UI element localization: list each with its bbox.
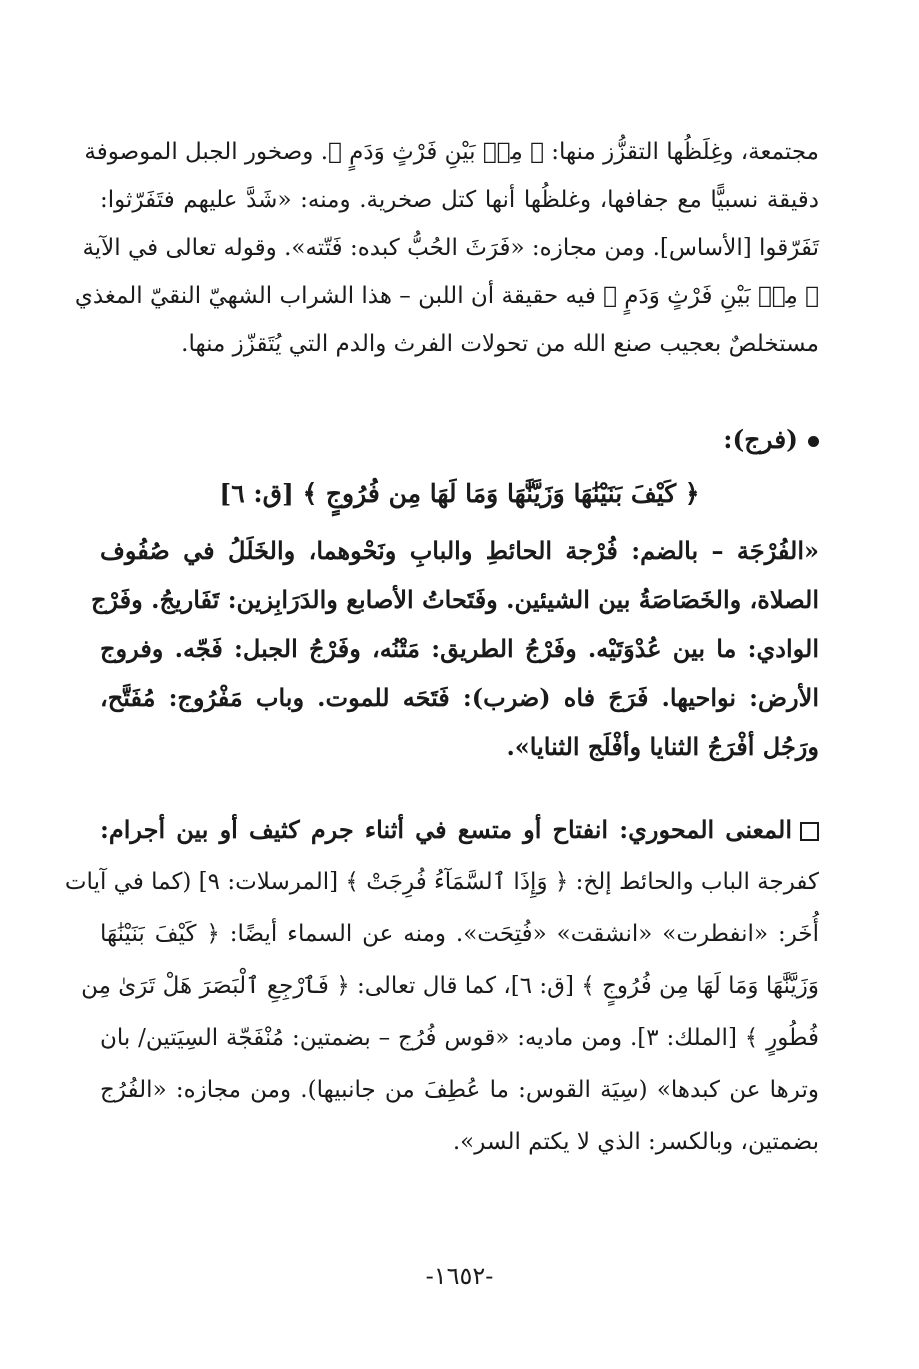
square-marker-icon bbox=[800, 822, 819, 841]
text-line: ﴿ مِنۢ بَيْنِ فَرْثٍ وَدَمٍ ﴾ فيه حقيقة أن اللبن – هذا الشراب الشهيّ النقيّ المغذي bbox=[74, 283, 819, 309]
text-line: الصلاة، والخَصَاصَةُ بين الشيئين. وفَتَحاتُ الأصابع والدَرَابِزين: تَفَاريجُ. وفَرْج bbox=[90, 585, 819, 614]
text-line bbox=[100, 804, 819, 856]
text-line: مجتمعة، وغِلَظُها التقزُّز منها: ﴿ مِنۢ بَيْنِ فَرْثٍ وَدَمٍ ﴾. وصخور الجبل الموصوفة bbox=[84, 139, 819, 165]
page-number: -١٦٥٢- bbox=[425, 1262, 494, 1290]
text-line: الأرض: نواحيها. فَرَجَ فاه (ضرب): فَتَحَه للموت. وباب مَفْرُوج: مُفَتَّح، bbox=[100, 683, 819, 712]
text-line: وَزَيَّنَّٰهَا وَمَا لَهَا مِن فُرُوجٍ ﴾ [ق: ٦]، كما قال تعالى: ﴿ فَٱرْجِعِ ٱلْبَصَرَ هَلْ تَرَىٰ مِن bbox=[81, 973, 819, 999]
entry-heading bbox=[723, 420, 819, 460]
text-line: ورَجُل أفْرَجُ الثنايا وأفْلَج الثنايا». bbox=[506, 732, 819, 761]
paragraph-farth-continuation bbox=[74, 128, 819, 368]
bullet-icon bbox=[808, 436, 819, 447]
text-line: تَفَرّقوا [الأساس]. ومن مجازه: «فَرَثَ الحُبُّ كبده: فَتّته». وقوله تعالى في الآية bbox=[82, 235, 819, 261]
text-line: أُخَر: «انفطرت» «انشقت» «فُتِحَت». ومنه عن السماء أيضًا: ﴿ كَيْفَ بَنَيْنَٰهَا bbox=[100, 921, 819, 947]
paragraph-core-meaning bbox=[64, 804, 819, 1168]
text-line: وترها عن كبدها» (سِيَة القوس: ما عُطِفَ من جانبيها). ومن مجازه: «الفُرُج bbox=[100, 1077, 819, 1103]
text-line: الوادي: ما بين عُدْوَتَيْه. وفَرْجُ الطريق: مَتْنُه، وفَرْجُ الجبل: فَجّه. وفروج bbox=[100, 634, 820, 663]
paragraph-lexical-definition bbox=[90, 526, 820, 771]
text-line: بضمتين، وبالكسر: الذي لا يكتم السر». bbox=[452, 1129, 819, 1155]
quran-verse: ﴿ كَيْفَ بَنَيْنَٰهَا وَزَيَّنَّٰهَا وَمَا لَهَا مِن فُرُوجٍ ﴾ [ق: ٦] bbox=[219, 479, 700, 508]
text-line: كفرجة الباب والحائط إلخ: ﴿ وَإِذَا ٱلسَّمَآءُ فُرِجَتْ ﴾ [المرسلات: ٩] (كما في آيات bbox=[64, 869, 819, 895]
core-meaning-lead: المعنى المحوري: انفتاح أو متسع في أثناء جرم كثيف أو بين أجرام: bbox=[100, 815, 792, 844]
text-line: دقيقة نسبيًّا مع جفافها، وغلظُها أنها كتل صخرية. ومنه: «شَدَّ عليهم فتَفَرّثوا: bbox=[100, 187, 819, 213]
text-line: «الفُرْجَة – بالضم: فُرْجة الحائطِ والبابِ ونَحْوهما، والخَلَلُ في صُفُوف bbox=[100, 536, 819, 565]
text-line: فُطُورٍ ﴾ [الملك: ٣]. ومن ماديه: «قوس فُرُج – بضمتين: مُنْفَجّة السِيَتين/ بان bbox=[100, 1025, 819, 1051]
text-line: مستخلصٌ بعجيب صنع الله من تحولات الفرث والدم التي يُتَقزّز منها. bbox=[181, 331, 819, 357]
entry-heading-label: (فرج): bbox=[723, 425, 798, 454]
